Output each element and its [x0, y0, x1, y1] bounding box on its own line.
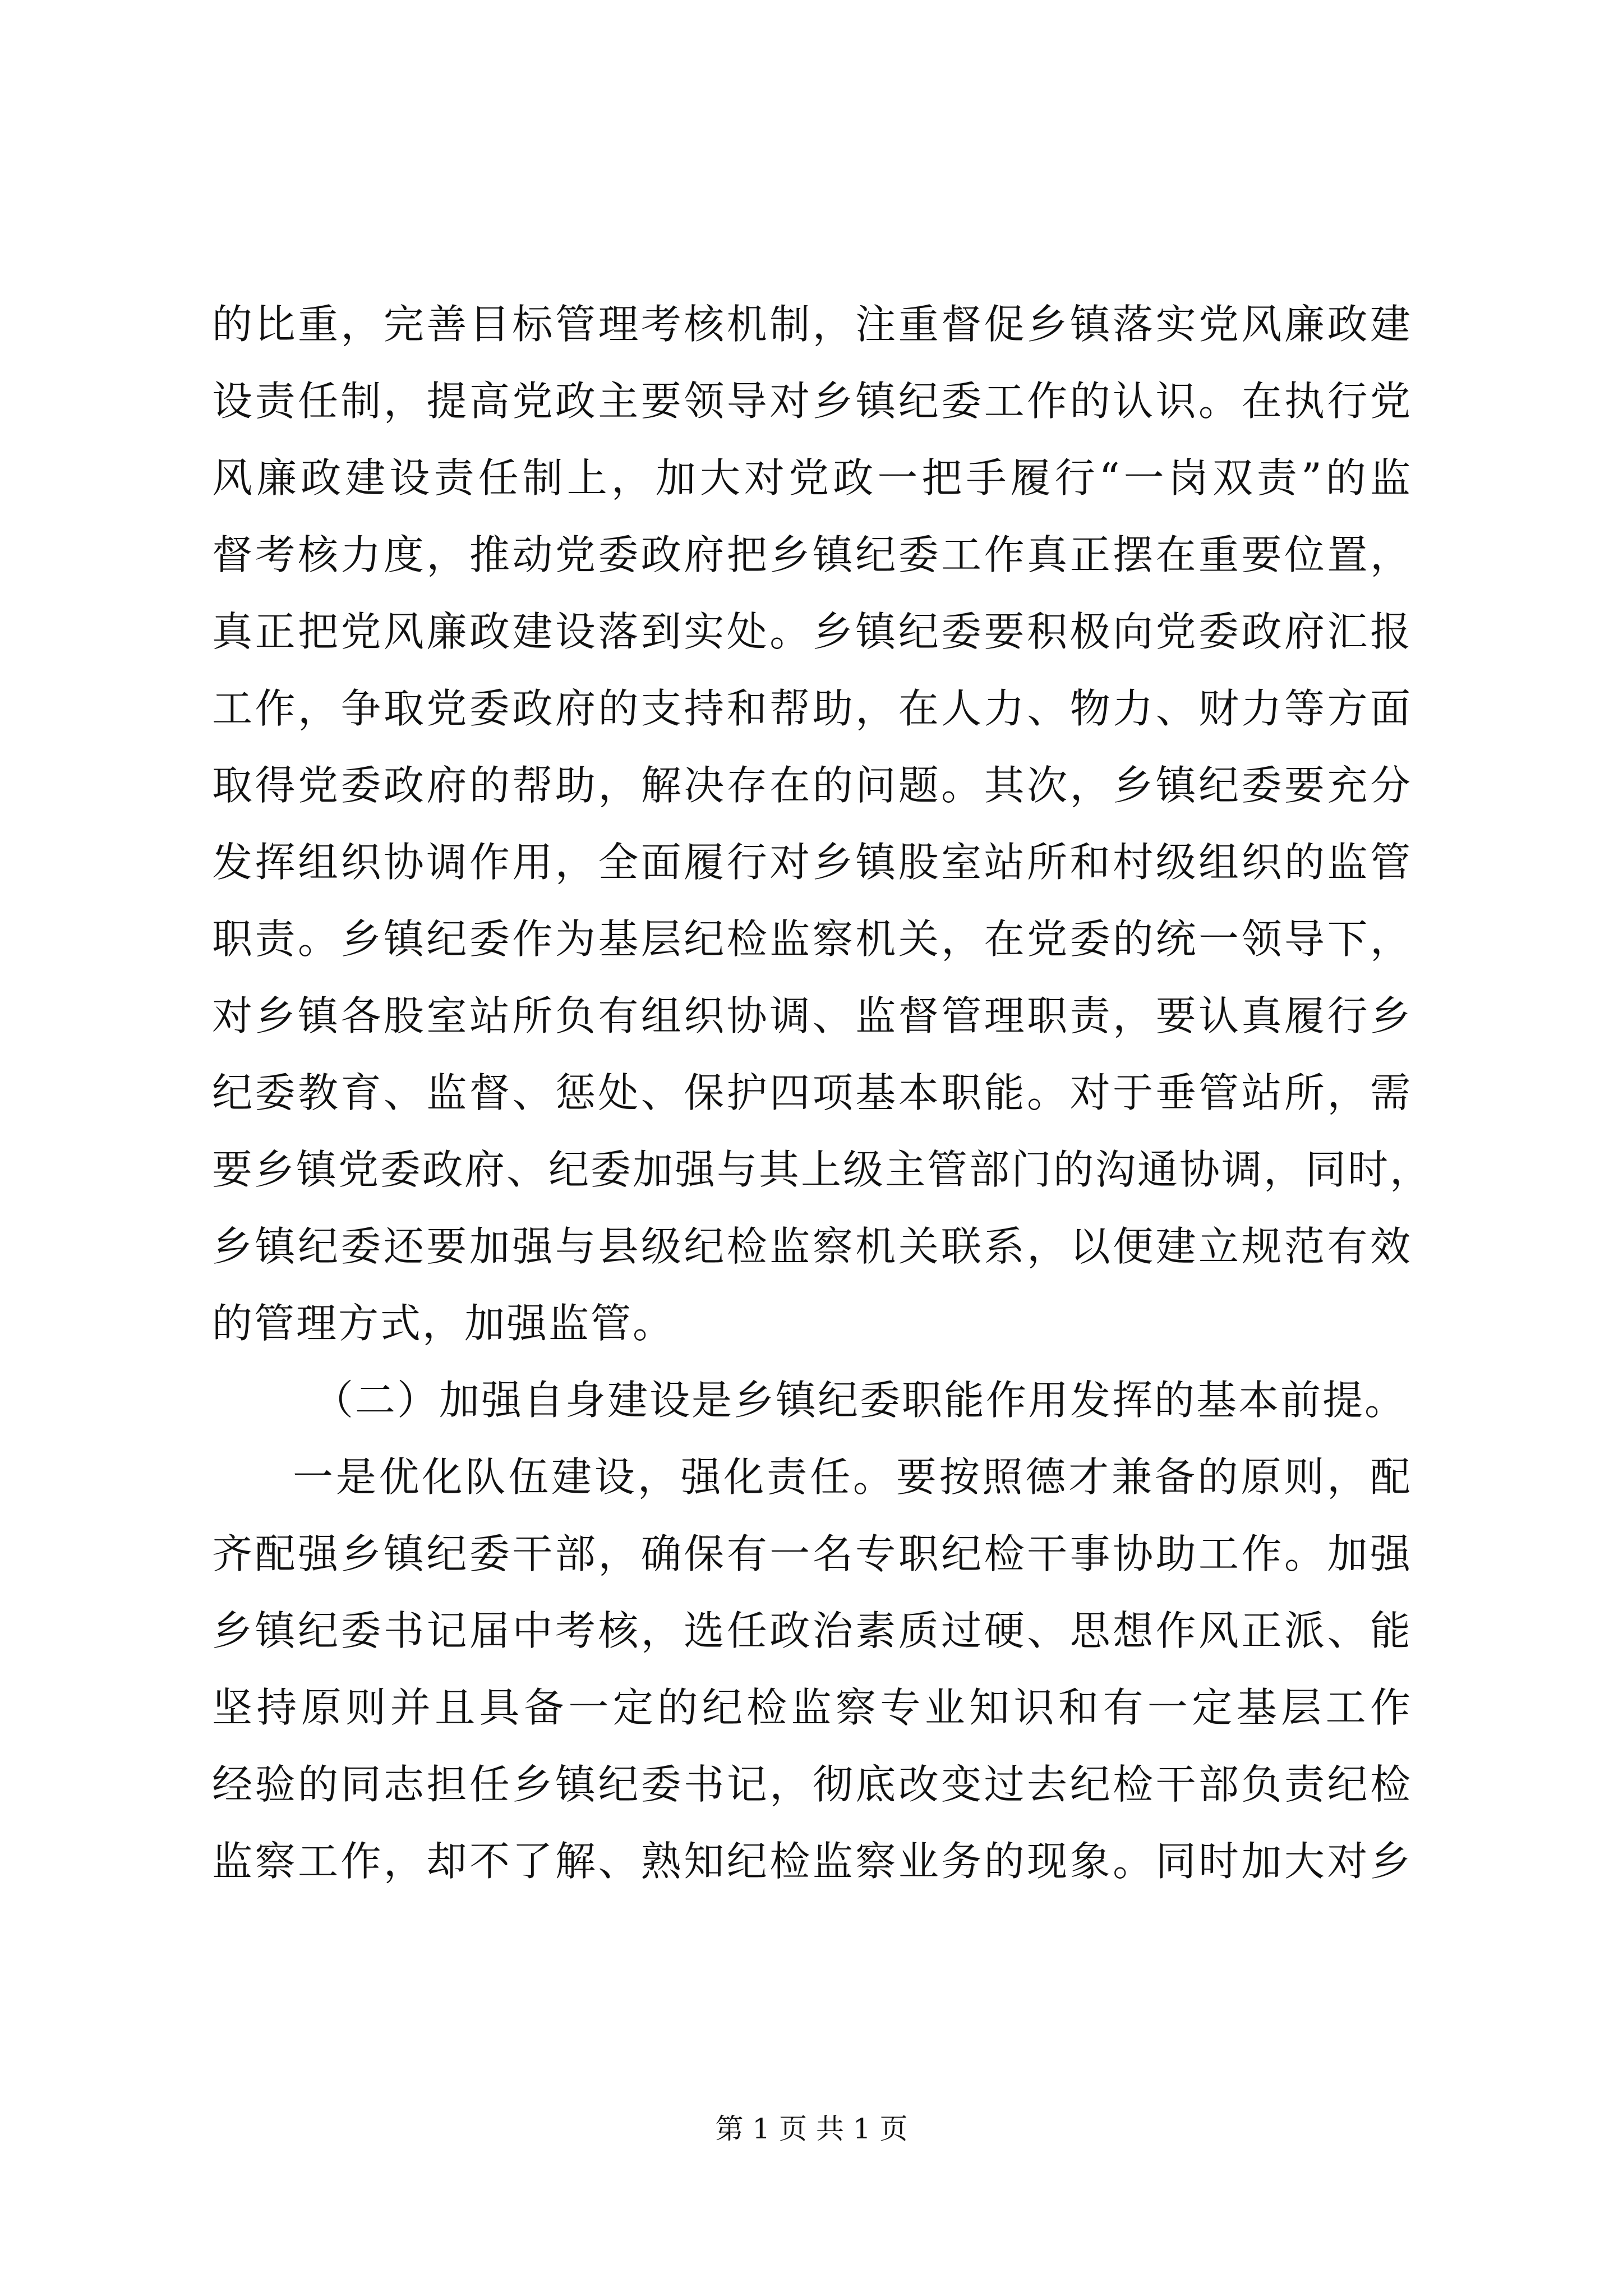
text-line: 坚持原则并且具备一定的纪检监察专业知识和有一定基层工作: [212, 1684, 1412, 1731]
text-line: 职责。乡镇纪委作为基层纪检监察机关，在党委的统一领导下，: [212, 915, 1412, 963]
text-line: 监察工作，却不了解、熟知纪检监察业务的现象。同时加大对乡: [212, 1838, 1412, 1885]
text-line: 工作，争取党委政府的支持和帮助，在人力、物力、财力等方面: [212, 685, 1412, 732]
text-line: 经验的同志担任乡镇纪委书记，彻底改变过去纪检干部负责纪检: [212, 1761, 1412, 1808]
text-line: 取得党委政府的帮助，解决存在的问题。其次，乡镇纪委要充分: [212, 762, 1412, 809]
text-line: 齐配强乡镇纪委干部，确保有一名专职纪检干事协助工作。加强: [212, 1530, 1412, 1577]
text-line: 的比重，完善目标管理考核机制，注重督促乡镇落实党风廉政建: [212, 301, 1412, 348]
text-line: 的管理方式，加强监管。: [212, 1300, 675, 1347]
document-body: [212, 286, 1432, 1900]
section-heading: （二）加强自身建设是乡镇纪委职能作用发挥的基本前提。: [313, 1377, 1407, 1424]
text-line: 一是优化队伍建设，强化责任。要按照德才兼备的原则，配: [293, 1453, 1412, 1501]
text-line: 乡镇纪委书记届中考核，选任政治素质过硬、思想作风正派、能: [212, 1607, 1412, 1654]
text-line: 要乡镇党委政府、纪委加强与其上级主管部门的沟通协调，同时，: [212, 1146, 1432, 1193]
text-line: 乡镇纪委还要加强与县级纪检监察机关联系，以便建立规范有效: [212, 1223, 1412, 1270]
text-line: 真正把党风廉政建设落到实处。乡镇纪委要积极向党委政府汇报: [212, 608, 1412, 655]
text-line: 对乡镇各股室站所负有组织协调、监督管理职责，要认真履行乡: [212, 992, 1412, 1039]
text-line: 风廉政建设责任制上，加大对党政一把手履行“一岗双责”的监: [212, 454, 1412, 501]
text-line: 设责任制，提高党政主要领导对乡镇纪委工作的认识。在执行党: [212, 378, 1412, 425]
text-line: 发挥组织协调作用，全面履行对乡镇股室站所和村级组织的监管: [212, 839, 1412, 886]
text-line: 纪委教育、监督、惩处、保护四项基本职能。对于垂管站所，需: [212, 1069, 1412, 1116]
page-footer: 第 1 页 共 1 页: [715, 2113, 908, 2145]
text-line: 督考核力度，推动党委政府把乡镇纪委工作真正摆在重要位置，: [212, 531, 1412, 578]
